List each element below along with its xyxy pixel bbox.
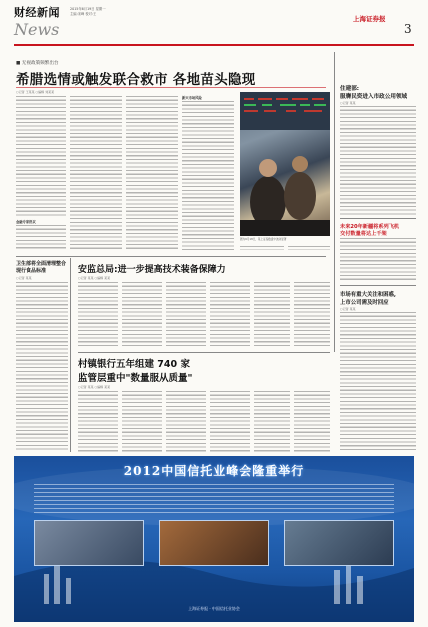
mid-story-body-6 <box>294 282 330 348</box>
side-top-headline: 住建部: <box>340 86 360 92</box>
bottom-story-body-3 <box>166 391 206 452</box>
editor-line: 主编:宋峰 校对:王 <box>70 12 97 16</box>
mid-story-body-3 <box>166 282 206 348</box>
section-name: 财经新闻 <box>14 6 60 19</box>
ad-footer: 上海证券报 · 中国信托业协会 <box>188 606 240 611</box>
side-bottom-body <box>340 312 416 452</box>
lead-body-col6 <box>288 246 330 250</box>
left-col-headline2: 现行食品标准 <box>16 268 47 274</box>
masthead <box>0 0 428 46</box>
lead-rule <box>16 87 326 88</box>
ad-photo-right <box>284 520 394 566</box>
mid-story-body-1 <box>78 282 118 348</box>
bottom-story-body-4 <box>210 391 250 452</box>
lead-body-col1b <box>16 225 66 250</box>
side-top-headline2: 服膺民资进入市政公用领域 <box>340 94 408 100</box>
ad-title: 2012中国信托业峰会隆重举行 <box>123 464 305 478</box>
masthead-rule <box>14 44 414 46</box>
bottom-story-body-2 <box>122 391 162 452</box>
ad-body-text <box>34 484 394 514</box>
side-mid-body <box>340 238 416 282</box>
side-top-body <box>340 106 416 216</box>
side-divider-2 <box>340 285 416 286</box>
left-col-headline: 卫生部将全面清理整合 <box>16 261 67 267</box>
lead-body-col1 <box>16 96 66 218</box>
lead-body-col4 <box>182 101 234 250</box>
lead-kicker: ■ 无视政策频繁出台 <box>16 61 59 66</box>
mid-story-body-4 <box>210 282 250 348</box>
photo-caption: 图为6月18日，某上证指数盘中波动显著 <box>240 238 287 241</box>
bottom-story-byline: ○记者 某某 ○编辑 某某 <box>78 385 111 389</box>
mid-story-headline: 安监总局:进一步提高技术装备保障力 <box>78 265 226 275</box>
ad-photo-center <box>159 520 269 566</box>
left-col-byline: ○记者 某某 <box>16 276 32 280</box>
lead-byline: ○记者 王某某 ○编辑 刘某某 <box>16 90 55 94</box>
mid-story-body-2 <box>122 282 162 348</box>
page-number: 3 <box>404 22 412 36</box>
bottom-story-body-1 <box>78 391 118 452</box>
bottom-story-headline2: 监管层重中"数量服从质量" <box>78 373 193 384</box>
side-bottom-headline: 市场有重大关注和困惑, <box>340 292 396 298</box>
bottom-story-body-5 <box>254 391 290 452</box>
side-top-byline: ○记者 某某 <box>340 101 356 105</box>
left-col-divider <box>70 258 71 452</box>
lead-body-col5 <box>240 246 284 250</box>
lead-subhead-2: 新兴市场风险 <box>182 96 202 100</box>
column-divider <box>334 52 335 352</box>
left-col-top-rule <box>16 256 326 257</box>
ad-photo-left <box>34 520 144 566</box>
section-name-en: News <box>14 20 60 39</box>
side-mid-headline2: 交付数量将达上千架 <box>340 231 387 237</box>
advertisement-banner <box>14 456 414 622</box>
side-mid-headline: 未来20年新疆将系列飞机 <box>340 224 400 230</box>
issue-date: 2015年6月19日 星期一 <box>70 7 106 11</box>
newspaper-logo: 上海证券报 <box>353 15 386 23</box>
mid-story-body-5 <box>254 282 290 348</box>
lead-headline: 希腊选情或触发联合救市 各地苗头隐现 <box>16 72 256 88</box>
trading-floor-photo <box>240 92 330 236</box>
lead-subhead-1: 金融专家热议 <box>16 220 36 224</box>
lead-body-col2 <box>70 96 122 250</box>
left-col-body <box>16 282 68 452</box>
side-bottom-byline: ○记者 某某 <box>340 307 356 311</box>
mid-story-byline: ○记者 某某 ○编辑 某某 <box>78 276 111 280</box>
bottom-story-headline: 村镇银行五年组建 740 家 <box>78 359 190 370</box>
bottom-story-body-6 <box>294 391 330 452</box>
side-bottom-headline2: 上市公司需及时回应 <box>340 300 389 306</box>
side-divider-1 <box>340 218 416 219</box>
lead-body-col3 <box>126 96 178 250</box>
mid-story-rule <box>78 352 330 353</box>
